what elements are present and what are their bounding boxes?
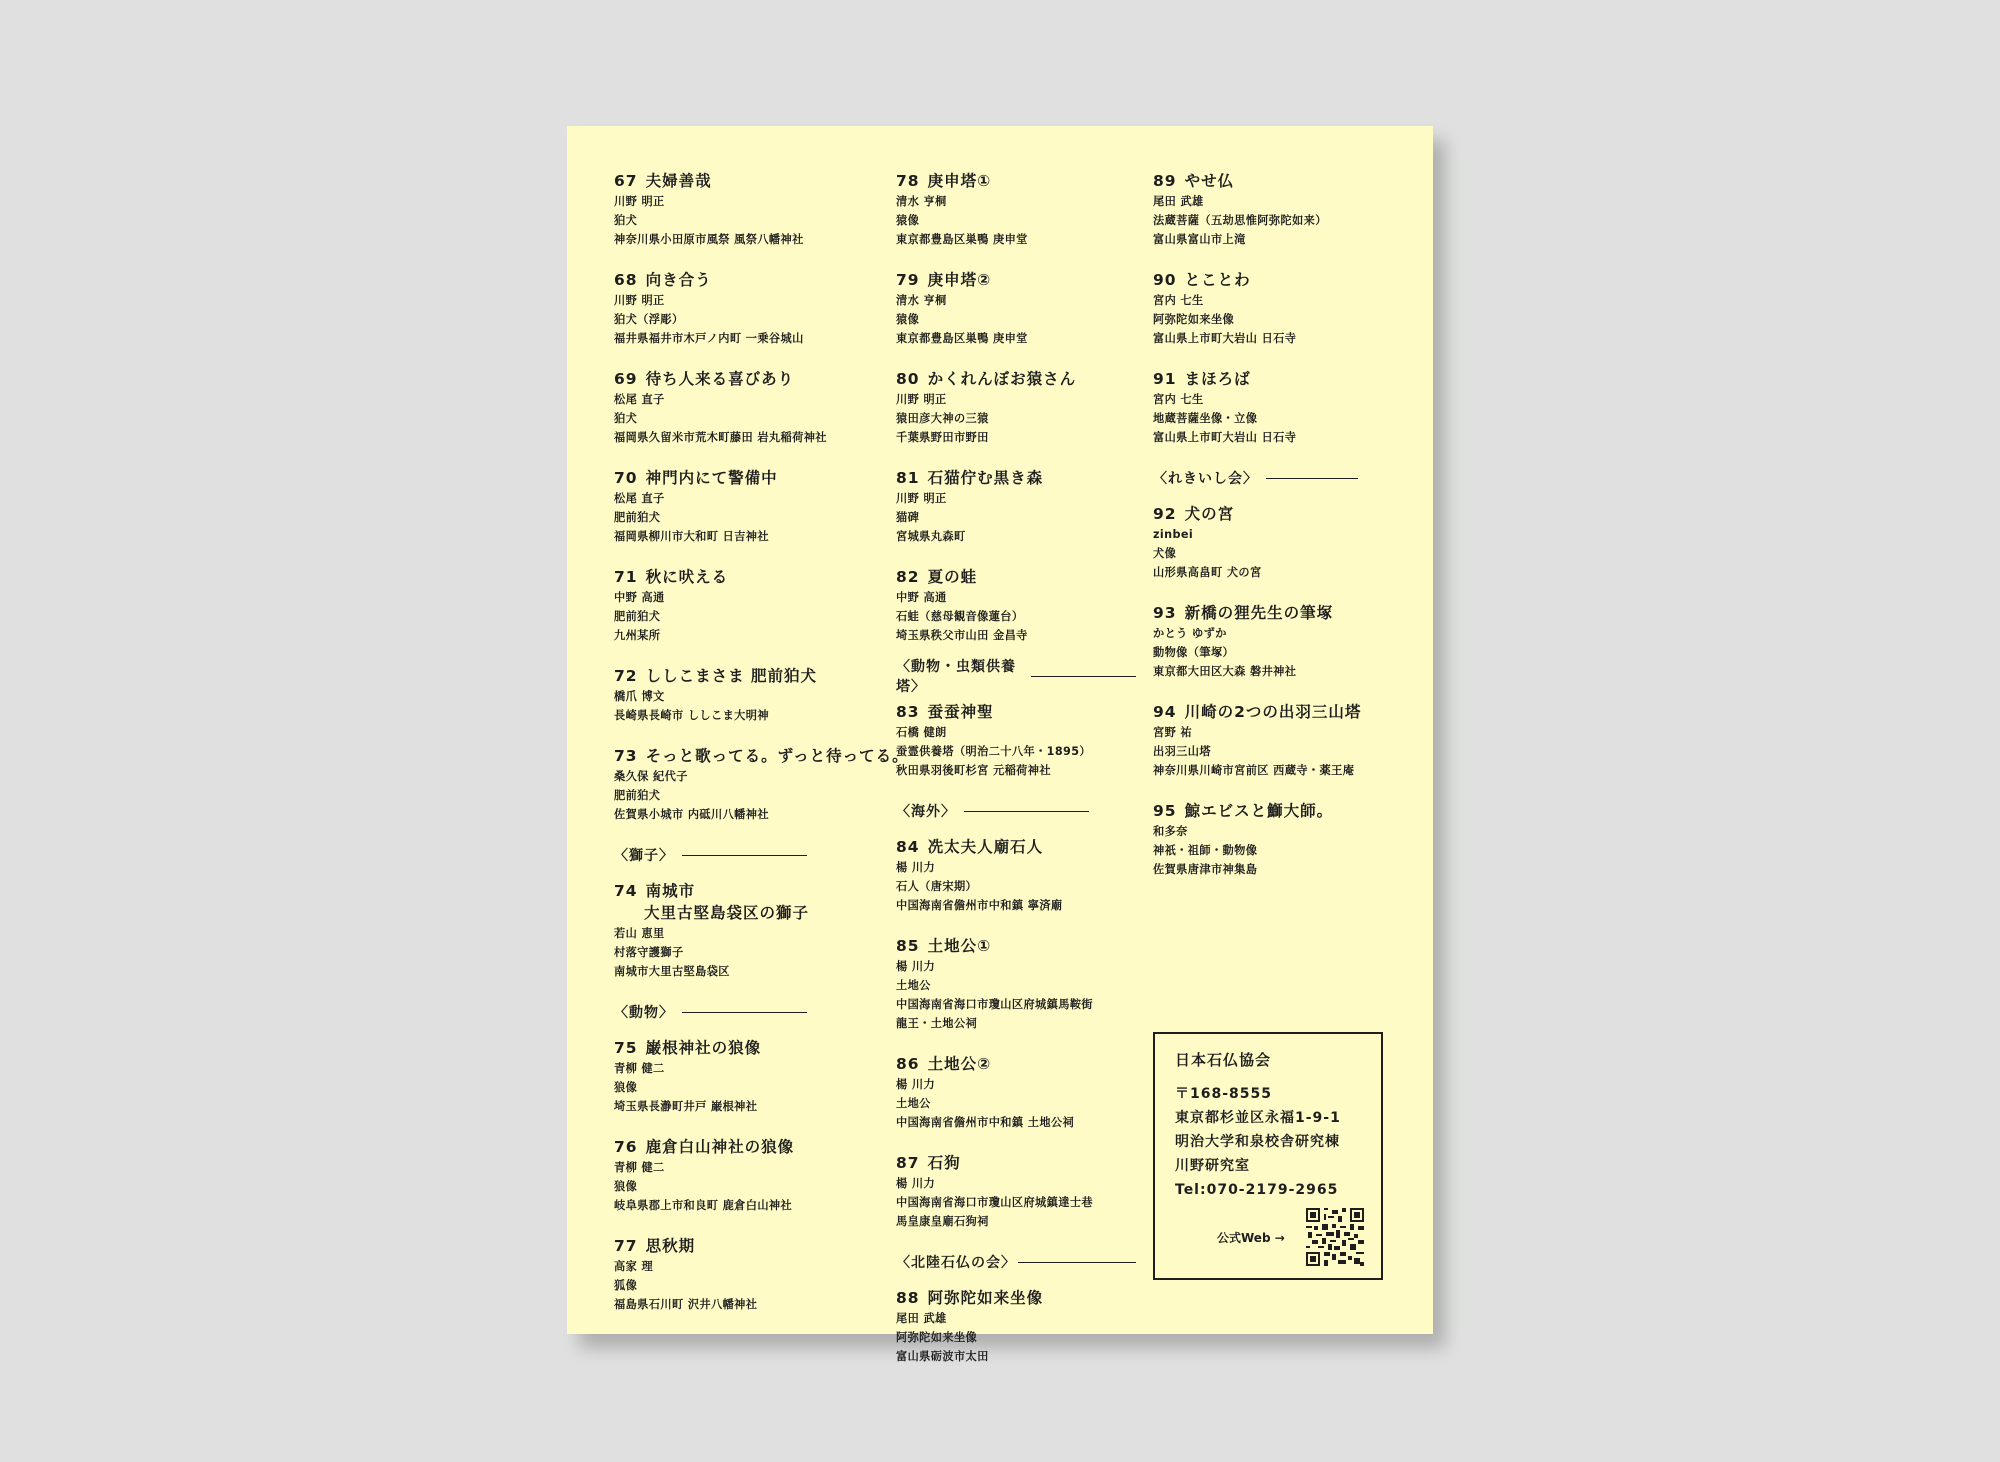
entry-author: 川野 明正 — [614, 294, 665, 307]
section-heading — [896, 800, 1136, 822]
entry-author: 和多奈 — [1153, 825, 1188, 838]
entry-number: 72 — [614, 667, 638, 685]
entry-location: 宮城県丸森町 — [896, 530, 966, 543]
column-2 — [896, 170, 1136, 1386]
entry — [896, 701, 1136, 780]
entry — [1153, 602, 1413, 681]
entry-detail: 法蔵菩薩（五劫思惟阿弥陀如来） — [1153, 214, 1327, 227]
entry-author: 宮野 祐 — [1153, 726, 1193, 739]
entry-author: かとう ゆずか — [1153, 627, 1227, 640]
section-label: 〈海外〉 — [896, 804, 956, 820]
entry-detail: 猿田彦大神の三猿 — [896, 412, 989, 425]
entry-number: 94 — [1153, 703, 1177, 721]
entry-heading — [1153, 602, 1413, 624]
entry-detail: 神祇・祖師・動物像 — [1153, 844, 1258, 857]
entry-title: ししこまさま 肥前狛犬 — [645, 667, 817, 685]
entry — [614, 170, 864, 249]
entry-author: 清水 亨桐 — [896, 294, 947, 307]
entry-detail: 狐像 — [614, 1279, 638, 1292]
entry-title: まほろば — [1184, 370, 1251, 388]
entry-location: 埼玉県長瀞町井戸 巌根神社 — [614, 1100, 758, 1113]
section-heading — [614, 844, 864, 866]
entry-detail: 出羽三山塔 — [1153, 745, 1211, 758]
entry — [614, 467, 864, 546]
section-label: 〈北陸石仏の会〉 — [896, 1255, 1016, 1271]
entry-title: 庚申塔① — [927, 172, 992, 190]
entry — [1153, 269, 1413, 348]
entry-location: 中国海南省儋州市中和鎮 寧済廟 — [896, 899, 1063, 912]
entry-location: 富山県砺波市太田 — [896, 1350, 989, 1363]
entry-heading — [896, 1053, 1136, 1075]
entry-detail: 石蛙（慈母観音像蓮台） — [896, 610, 1024, 623]
entry-number: 80 — [896, 370, 920, 388]
entry-heading — [614, 880, 864, 902]
entry-title: とことわ — [1184, 271, 1251, 289]
entry — [614, 566, 864, 645]
entry — [1153, 800, 1413, 879]
entry-number: 68 — [614, 271, 638, 289]
entry-heading — [896, 1287, 1136, 1309]
entry-number: 73 — [614, 747, 638, 765]
entry-author: 石橋 健朗 — [896, 726, 947, 739]
entry — [1153, 701, 1413, 780]
entry-detail: 動物像（筆塚） — [1153, 646, 1235, 659]
entry — [614, 880, 864, 981]
section-divider — [682, 855, 807, 856]
telephone: Tel:070-2179-2965 — [1175, 1182, 1339, 1198]
entry-detail: 猿像 — [896, 214, 920, 227]
entry-title: 阿弥陀如来坐像 — [927, 1289, 1044, 1307]
entry — [896, 368, 1136, 447]
entry-heading — [614, 269, 864, 291]
entry-number: 79 — [896, 271, 920, 289]
entry-detail: 阿弥陀如来坐像 — [896, 1331, 978, 1344]
entry-title: 待ち人来る喜びあり — [645, 370, 795, 388]
entry-number: 76 — [614, 1138, 638, 1156]
section-divider — [1031, 676, 1136, 677]
entry-location: 富山県上市町大岩山 日石寺 — [1153, 332, 1297, 345]
entry-location: 山形県高畠町 犬の宮 — [1153, 566, 1262, 579]
entry — [896, 1152, 1136, 1231]
entry-title: 鯨エビスと鰤大師。 — [1184, 802, 1334, 820]
section-label: 〈れきいし会〉 — [1153, 471, 1258, 487]
official-web-link[interactable]: 公式Web → — [1217, 1231, 1285, 1245]
entry-number: 92 — [1153, 505, 1177, 523]
entry-heading — [1153, 368, 1413, 390]
entry-heading — [614, 368, 864, 390]
entry — [614, 1037, 864, 1116]
entry — [614, 745, 909, 824]
entry-number: 85 — [896, 937, 920, 955]
entry-author: 青柳 健二 — [614, 1062, 665, 1075]
entry-author: 中野 高通 — [896, 591, 947, 604]
entry-location: 東京都大田区大森 磐井神社 — [1153, 665, 1297, 678]
entry-location: 龍王・土地公祠 — [896, 1017, 978, 1030]
entry-title: 石猫佇む黒き森 — [927, 469, 1044, 487]
entry-number: 67 — [614, 172, 638, 190]
entry-heading — [896, 836, 1136, 858]
entry-heading — [896, 170, 1136, 192]
entry-heading — [614, 665, 864, 687]
entry-detail: 肥前狛犬 — [614, 610, 661, 623]
entry-location: 中国海南省儋州市中和鎮 土地公祠 — [896, 1116, 1075, 1129]
entry-number: 70 — [614, 469, 638, 487]
entry-heading — [614, 1037, 864, 1059]
entry-author: 松尾 直子 — [614, 393, 665, 406]
entry-location: 神奈川県川崎市宮前区 西蔵寺・薬王庵 — [1153, 764, 1355, 777]
entry-author: 川野 明正 — [896, 492, 947, 505]
entry-author: 楊 川力 — [896, 1177, 936, 1190]
entry-heading — [614, 467, 864, 489]
entry-detail: 石人（唐宋期） — [896, 880, 978, 893]
entry-title: 犬の宮 — [1184, 505, 1235, 523]
entry-author: 松尾 直子 — [614, 492, 665, 505]
entry-location: 長崎県長崎市 ししこま大明神 — [614, 709, 769, 722]
entry-detail: 村落守護獅子 — [614, 946, 684, 959]
entry-number: 75 — [614, 1039, 638, 1057]
entry-heading — [1153, 701, 1413, 723]
entry-number: 87 — [896, 1154, 920, 1172]
entry-heading-continued — [614, 902, 864, 924]
entry-author: 楊 川力 — [896, 960, 936, 973]
entry-detail: 肥前狛犬 — [614, 789, 661, 802]
entry — [1153, 170, 1413, 249]
section-divider — [682, 1012, 807, 1013]
entry-author: 宮内 七生 — [1153, 294, 1204, 307]
column-3 — [1153, 170, 1413, 899]
entry-detail: 中国海南省海口市瓊山区府城鎮達士巷 — [896, 1196, 1093, 1209]
entry-author: 桑久保 紀代子 — [614, 770, 688, 783]
entry-detail: 蚕霊供養塔（明治二十八年・1895） — [896, 745, 1091, 758]
entry-number: 95 — [1153, 802, 1177, 820]
entry-heading — [614, 1235, 864, 1257]
entry-heading — [614, 745, 909, 767]
entry-heading — [1153, 170, 1413, 192]
entry-number: 88 — [896, 1289, 920, 1307]
entry-location: 馬皇康皇廟石狗祠 — [896, 1215, 989, 1228]
entry-location: 九州某所 — [614, 629, 661, 642]
entry-detail: 猿像 — [896, 313, 920, 326]
entry-title: 思秋期 — [645, 1237, 696, 1255]
entry-detail: 狛犬（浮彫） — [614, 313, 684, 326]
entry-detail: 狼像 — [614, 1180, 638, 1193]
entry-detail: 狛犬 — [614, 412, 638, 425]
entry-title: 南城市 — [645, 882, 696, 900]
entry — [614, 1235, 864, 1314]
entry-author: 橋爪 博文 — [614, 690, 665, 703]
entry-location: 東京都豊島区巣鴨 庚申堂 — [896, 332, 1028, 345]
entry-heading — [896, 368, 1136, 390]
entry — [896, 935, 1136, 1033]
entry-detail: 中国海南省海口市瓊山区府城鎮馬鞍街 — [896, 998, 1093, 1011]
entry — [896, 1287, 1136, 1366]
entry — [896, 467, 1136, 546]
entry-title: 石狗 — [927, 1154, 961, 1172]
entry-detail: 土地公 — [896, 1097, 931, 1110]
entry-location: 福岡県久留米市荒木町藤田 岩丸稲荷神社 — [614, 431, 827, 444]
flyer-sheet — [567, 126, 1433, 1363]
section-heading — [896, 1251, 1136, 1273]
entry-author: 尾田 武雄 — [1153, 195, 1204, 208]
section-heading — [896, 659, 1136, 695]
entry-heading — [896, 566, 1136, 588]
section-label: 〈動物・虫類供養塔〉 — [896, 659, 1016, 695]
entry — [1153, 368, 1413, 447]
entry-title: 秋に吠える — [645, 568, 729, 586]
entry-title: 土地公① — [927, 937, 992, 955]
section-label: 〈動物〉 — [614, 1005, 674, 1021]
section-heading — [614, 1001, 864, 1023]
entry-title: 川崎の2つの出羽三山塔 — [1184, 703, 1362, 721]
entry-title: そっと歌ってる。ずっと待ってる。 — [645, 747, 909, 765]
entry-location: 千葉県野田市野田 — [896, 431, 989, 444]
entry-heading — [896, 269, 1136, 291]
entry — [896, 1053, 1136, 1132]
entry-number: 84 — [896, 838, 920, 856]
entry-location: 南城市大里古堅島袋区 — [614, 965, 730, 978]
entry-title-line-2: 大里古堅島袋区の獅子 — [644, 904, 810, 922]
entry-number: 82 — [896, 568, 920, 586]
entry-number: 91 — [1153, 370, 1177, 388]
entry-author: 楊 川力 — [896, 861, 936, 874]
entry-number: 90 — [1153, 271, 1177, 289]
entry-number: 71 — [614, 568, 638, 586]
entry-number: 93 — [1153, 604, 1177, 622]
entry-heading — [614, 170, 864, 192]
entry-heading — [896, 467, 1136, 489]
entry — [896, 269, 1136, 348]
section-divider — [1018, 1262, 1136, 1263]
entry-number: 89 — [1153, 172, 1177, 190]
entry — [614, 665, 864, 725]
entry-title: 夫婦善哉 — [645, 172, 712, 190]
entry-author: 高家 理 — [614, 1260, 654, 1273]
entry-location: 佐賀県唐津市神集島 — [1153, 863, 1258, 876]
entry-heading — [614, 1136, 864, 1158]
entry-location: 東京都豊島区巣鴨 庚申堂 — [896, 233, 1028, 246]
entry-title: 神門内にて警備中 — [645, 469, 778, 487]
entry-heading — [1153, 269, 1413, 291]
entry-detail: 地蔵菩薩坐像・立像 — [1153, 412, 1258, 425]
entry-number: 74 — [614, 882, 638, 900]
entry-heading — [1153, 800, 1413, 822]
section-divider — [964, 811, 1089, 812]
entry-author: 中野 高通 — [614, 591, 665, 604]
entry-title: やせ仏 — [1184, 172, 1235, 190]
entry-location: 福岡県柳川市大和町 日吉神社 — [614, 530, 769, 543]
entry-detail: 猫碑 — [896, 511, 920, 524]
entry-title: 庚申塔② — [927, 271, 992, 289]
entry-heading — [896, 701, 1136, 723]
entry — [896, 170, 1136, 249]
entry-title: 鹿倉白山神社の狼像 — [645, 1138, 795, 1156]
entry-location: 秋田県羽後町杉宮 元稲荷神社 — [896, 764, 1051, 777]
section-divider — [1266, 478, 1358, 479]
entry-title: 蚕蚕神聖 — [927, 703, 994, 721]
entry-location: 福島県石川町 沢井八幡神社 — [614, 1298, 758, 1311]
entry-title: 巌根神社の狼像 — [645, 1039, 762, 1057]
entry-detail: 狼像 — [614, 1081, 638, 1094]
entry-number: 69 — [614, 370, 638, 388]
entry-title: 夏の蛙 — [927, 568, 978, 586]
organization-name: 日本石仏協会 — [1175, 1051, 1272, 1069]
entry-detail: 阿弥陀如来坐像 — [1153, 313, 1235, 326]
entry-author: 宮内 七生 — [1153, 393, 1204, 406]
entry-author: 川野 明正 — [614, 195, 665, 208]
entry-number: 83 — [896, 703, 920, 721]
entry-heading — [1153, 503, 1413, 525]
entry — [614, 269, 864, 348]
entry — [1153, 503, 1413, 582]
address-line-3: 川野研究室 — [1175, 1158, 1250, 1174]
entry-title: 新橋の狸先生の筆塚 — [1184, 604, 1334, 622]
section-label: 〈獅子〉 — [614, 848, 674, 864]
entry-title: 冼太夫人廟石人 — [927, 838, 1044, 856]
entry — [614, 368, 864, 447]
entry-detail: 狛犬 — [614, 214, 638, 227]
entry-author: 川野 明正 — [896, 393, 947, 406]
entry-author: 青柳 健二 — [614, 1161, 665, 1174]
entry-location: 富山県富山市上滝 — [1153, 233, 1246, 246]
entry-location: 岐阜県郡上市和良町 鹿倉白山神社 — [614, 1199, 793, 1212]
postal-code: 〒168-8555 — [1175, 1086, 1272, 1102]
entry-author: 尾田 武雄 — [896, 1312, 947, 1325]
entry-title: 向き合う — [645, 271, 712, 289]
entry-heading — [896, 1152, 1136, 1174]
entry-author: 清水 亨桐 — [896, 195, 947, 208]
entry-heading — [896, 935, 1136, 957]
entry-author: 若山 恵里 — [614, 927, 665, 940]
entry — [896, 836, 1136, 915]
address-line-1: 東京都杉並区永福1-9-1 — [1175, 1110, 1341, 1126]
entry — [614, 1136, 864, 1215]
entry-number: 78 — [896, 172, 920, 190]
entry-location: 富山県上市町大岩山 日石寺 — [1153, 431, 1297, 444]
entry-number: 81 — [896, 469, 920, 487]
contact-box — [1153, 1032, 1383, 1280]
entry-author: 楊 川力 — [896, 1078, 936, 1091]
qr-code-icon[interactable] — [1306, 1208, 1364, 1266]
entry-location: 神奈川県小田原市風祭 風祭八幡神社 — [614, 233, 804, 246]
entry-number: 77 — [614, 1237, 638, 1255]
entry-title: 土地公② — [927, 1055, 992, 1073]
section-heading — [1153, 467, 1413, 489]
entry-detail: 犬像 — [1153, 547, 1177, 560]
entry-heading — [614, 566, 864, 588]
entry-detail: 肥前狛犬 — [614, 511, 661, 524]
entry-location: 佐賀県小城市 内砥川八幡神社 — [614, 808, 769, 821]
entry-location: 埼玉県秩父市山田 金昌寺 — [896, 629, 1028, 642]
entry-title: かくれんぼお猿さん — [927, 370, 1077, 388]
entry-number: 86 — [896, 1055, 920, 1073]
entry-location: 福井県福井市木戸ノ内町 一乗谷城山 — [614, 332, 804, 345]
entry-detail: 土地公 — [896, 979, 931, 992]
entry — [896, 566, 1136, 645]
entry-author: zinbei — [1153, 528, 1194, 541]
address-line-2: 明治大学和泉校舎研究棟 — [1175, 1134, 1340, 1150]
